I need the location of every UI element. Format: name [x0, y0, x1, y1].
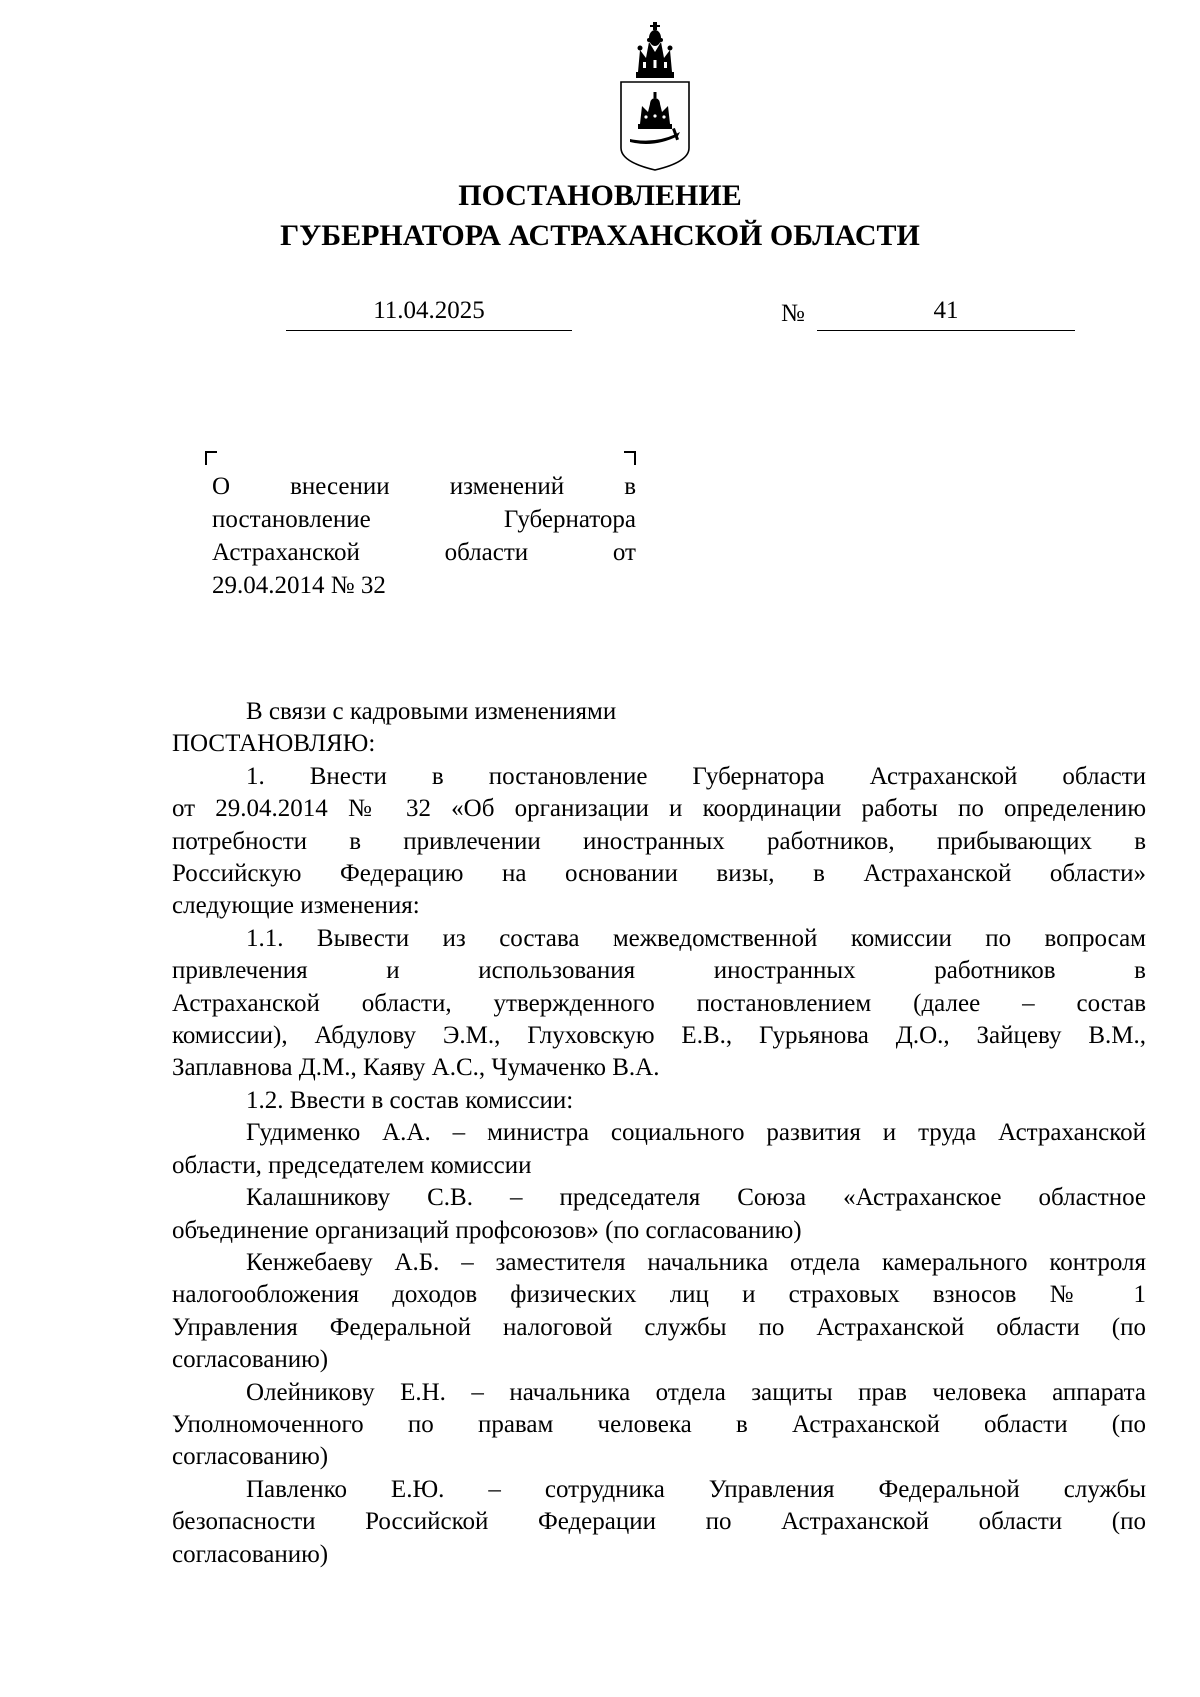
body-line: В связи с кадровыми изменениями [246, 698, 617, 725]
document-number: 41 [817, 296, 1075, 331]
subject-line: О внесении изменений в [212, 473, 636, 500]
body-line: Калашникову С.В. – председателя Союза «Астраханское областное [246, 1184, 1146, 1212]
subject-corner-right [624, 451, 636, 465]
body-line: потребности в привлечении иностранных работников, прибывающих в [172, 827, 1146, 855]
subject-line: постановление Губернатора [212, 506, 636, 533]
body-line: безопасности Российской Федерации по Астраханской области (по [172, 1508, 1146, 1536]
body-line: следующие изменения: [172, 892, 420, 920]
body-line: Российскую Федерацию на основании визы, в Астраханской области» [172, 860, 1146, 888]
body-line: объединение организаций профсоюзов» (по согласованию) [172, 1216, 802, 1244]
body-line: от 29.04.2014 № 32 «Об организации и координации работы по определению [172, 795, 1146, 823]
body-line: Заплавнова Д.М., Каяву А.С., Чумаченко В.А. [172, 1054, 660, 1082]
document-body [172, 696, 1146, 1571]
body-line: Управления Федеральной налоговой службы по Астраханской области (по [172, 1313, 1146, 1341]
body-line: привлечения и использования иностранных работников в [172, 957, 1146, 985]
document-title: ПОСТАНОВЛЕНИЕ [458, 179, 742, 212]
body-line: согласованию) [172, 1346, 329, 1374]
subject-line: Астраханской области от [212, 539, 636, 566]
body-line: Павленко Е.Ю. – сотрудника Управления Федеральной службы [246, 1475, 1146, 1503]
body-line: ПОСТАНОВЛЯЮ: [172, 730, 376, 758]
body-line: Астраханской области, утвержденного постановлением (далее – состав [172, 989, 1146, 1017]
number-sign: № [781, 300, 805, 327]
body-line: области, председателем комиссии [172, 1151, 532, 1179]
body-line: согласованию) [172, 1443, 329, 1471]
body-line: Кенжебаеву А.Б. – заместителя начальника отдела камерального контроля [246, 1248, 1146, 1276]
coat-of-arms-icon [616, 20, 694, 172]
document-issuer: ГУБЕРНАТОРА АСТРАХАНСКОЙ ОБЛАСТИ [280, 219, 920, 252]
document-date: 11.04.2025 [286, 296, 572, 331]
body-line: согласованию) [172, 1540, 329, 1568]
body-line: 1. Внести в постановление Губернатора Астраханской области [246, 762, 1146, 790]
body-line: Гудименко А.А. – министра социального развития и труда Астраханской [246, 1119, 1146, 1147]
body-line: Олейникову Е.Н. – начальника отдела защиты прав человека аппарата [246, 1378, 1146, 1406]
document-subject [212, 470, 636, 602]
body-line: комиссии), Абдулову Э.М., Глуховскую Е.В., Гурьянова Д.О., Зайцеву В.М., [172, 1022, 1146, 1050]
body-line: Уполномоченного по правам человека в Астраханской области (по [172, 1410, 1146, 1438]
subject-line: 29.04.2014 № 32 [212, 572, 386, 599]
body-line: 1.2. Ввести в состав комиссии: [246, 1086, 574, 1114]
body-line: 1.1. Вывести из состава межведомственной комиссии по вопросам [246, 924, 1146, 952]
subject-corner-left [205, 451, 217, 465]
body-line: налогообложения доходов физических лиц и страховых взносов № 1 [172, 1281, 1146, 1309]
